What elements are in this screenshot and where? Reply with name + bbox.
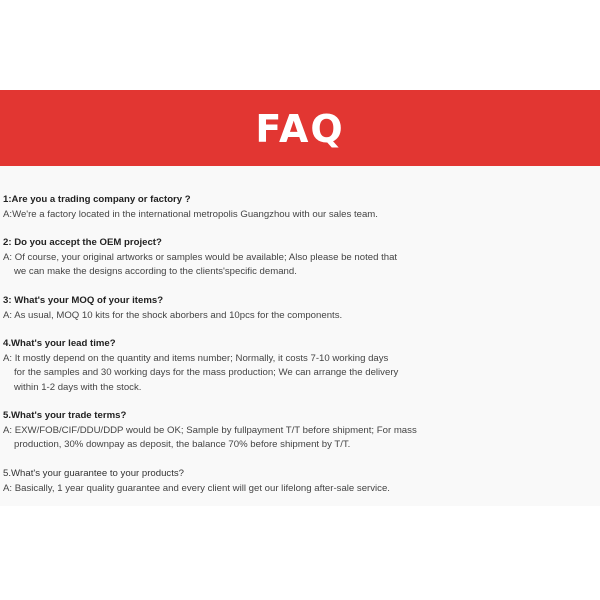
faq-question: 5.What's your trade terms? — [3, 410, 127, 421]
faq-answer: A: Of course, your original artworks or samples would be available; Also please be noted that we can make the designs according to the clients'specific demand. — [3, 251, 398, 277]
faq-question: 3: What's your MOQ of your items? — [3, 295, 164, 306]
faq-banner — [0, 90, 600, 166]
faq-question: 5.What's your guarantee to your products? — [3, 468, 185, 479]
faq-item — [3, 467, 583, 496]
faq-question: 1:Are you a trading company or factory ? — [3, 194, 191, 205]
faq-question: 4.What's your lead time? — [3, 338, 116, 349]
faq-item — [3, 409, 583, 453]
faq-title: FAQ — [255, 107, 345, 151]
faq-item — [3, 193, 583, 222]
faq-answer: A: It mostly depend on the quantity and items number; Normally, it costs 7-10 working days for the samples and 30 working days for the mass production; We can arrange the delivery within 1-2 days with the stock. — [3, 352, 399, 393]
faq-answer: A: As usual, MOQ 10 kits for the shock aborbers and 10pcs for the components. — [3, 309, 343, 321]
faq-item — [3, 337, 583, 395]
faq-answer: A:We're a factory located in the international metropolis Guangzhou with our sales team. — [3, 208, 378, 220]
faq-item — [3, 294, 583, 323]
faq-answer: A: Basically, 1 year quality guarantee and every client will get our lifelong after-sale service. — [3, 482, 390, 494]
faq-answer: A: EXW/FOB/CIF/DDU/DDP would be OK; Sample by fullpayment T/T before shipment; For mass production, 30% downpay as deposit, the balance 70% before shipment by T/T. — [3, 424, 417, 450]
faq-question: 2: Do you accept the OEM project? — [3, 237, 162, 248]
faq-item — [3, 236, 583, 280]
